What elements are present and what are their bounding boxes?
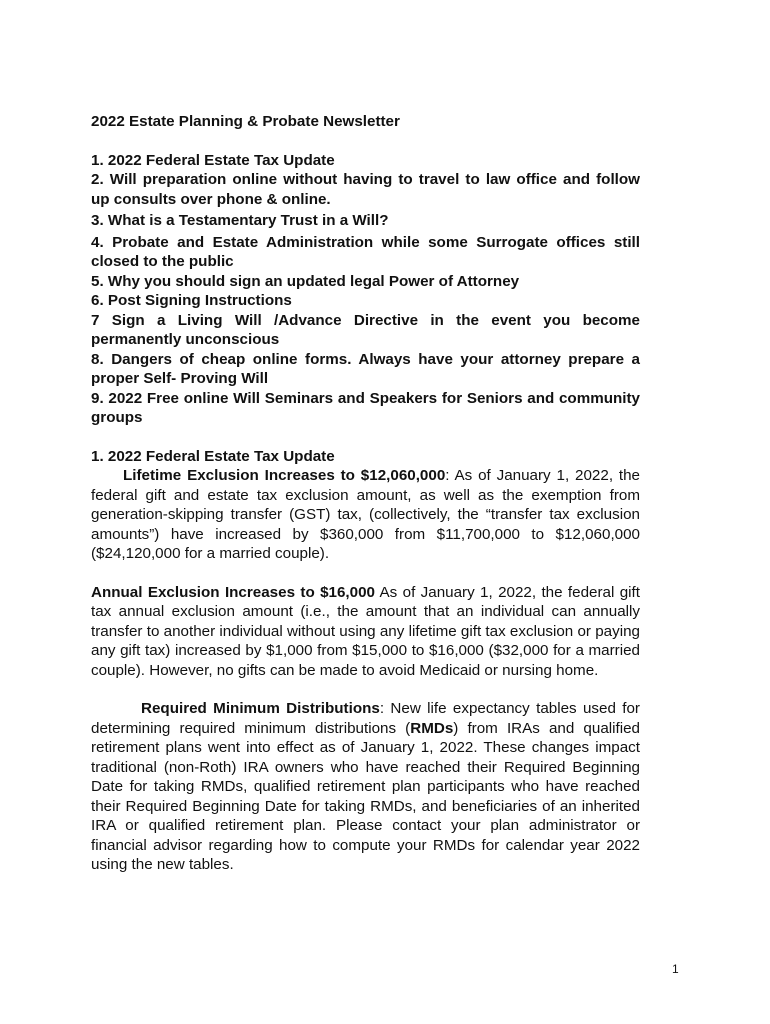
rmd-text-2: ) from IRAs and qualified retirement plans went into effect as of January 1, 2022. These changes impact traditional (non-Roth) IRA owners who have reached their Required Beginning Date for taking RMDs, qualified retirement plan participants who have reached their Required Beginning Date for taking RMDs, and beneficiaries of an inherited IRA or qualified retirement plan. Please contact your plan administrator or financial advisor regarding how to compute your RMDs for calendar year 2022 using the new tables. [91,719,640,873]
annual-exclusion-paragraph [91,583,640,681]
toc-item-5: 5. Why you should sign an updated legal Power of Attorney [91,272,520,290]
toc-item-7: 7 Sign a Living Will /Advance Directive in the event you become permanently unconscious [91,311,640,348]
rmd-abbrev: RMDs [410,719,454,737]
toc-item-6: 6. Post Signing Instructions [91,292,292,309]
table-of-contents [91,151,640,428]
toc-item-2: 2. Will preparation online without having to travel to law office and follow up consults over phone & online. [91,171,640,208]
rmd-text-1: : New life expectancy tables used for determining required minimum distributions ( [91,700,640,737]
annual-exclusion-label: Annual Exclusion Increases to $16,000 [91,583,375,601]
newsletter-title: 2022 Estate Planning & Probate Newsletter [91,113,400,130]
toc-item-9: 9. 2022 Free online Will Seminars and Speakers for Seniors and community groups [91,389,640,426]
toc-item-4: 4. Probate and Estate Administration while some Surrogate offices still closed to the public [91,233,640,270]
lifetime-exclusion-text: : As of January 1, 2022, the federal gift and estate tax exclusion amount, as well as the exemption from generation-skipping transfer (GST) tax, (collectively, the “transfer tax exclusion amounts”) have increased by $360,000 from $11,700,000 to $12,060,000 ($24,120,000 for a married couple). [91,467,641,562]
rmd-paragraph [91,699,640,875]
lifetime-exclusion-paragraph [91,466,640,564]
annual-exclusion-text: As of January 1, 2022, the federal gift tax annual exclusion amount (i.e., the amount that an individual can annually transfer to another individual without using any lifetime gift tax exclusion or paying any gift tax) increased by $1,000 from $15,000 to $16,000 ($32,000 for a married couple). However, no gifts can be made to avoid Medicaid or nursing home. [91,583,640,679]
section-heading: 1. 2022 Federal Estate Tax Update [91,447,335,465]
toc-item-8: 8. Dangers of cheap online forms. Always have your attorney prepare a proper Self- Proving Will [91,350,640,387]
toc-item-1: 1. 2022 Federal Estate Tax Update [91,151,335,169]
toc-item-3: 3. What is a Testamentary Trust in a Will? [91,212,389,229]
lifetime-exclusion-label: Lifetime Exclusion Increases to $12,060,000 [123,467,446,484]
document-page [91,112,640,875]
rmd-label: Required Minimum Distributions [141,700,380,717]
page-number: 1 [672,962,679,976]
